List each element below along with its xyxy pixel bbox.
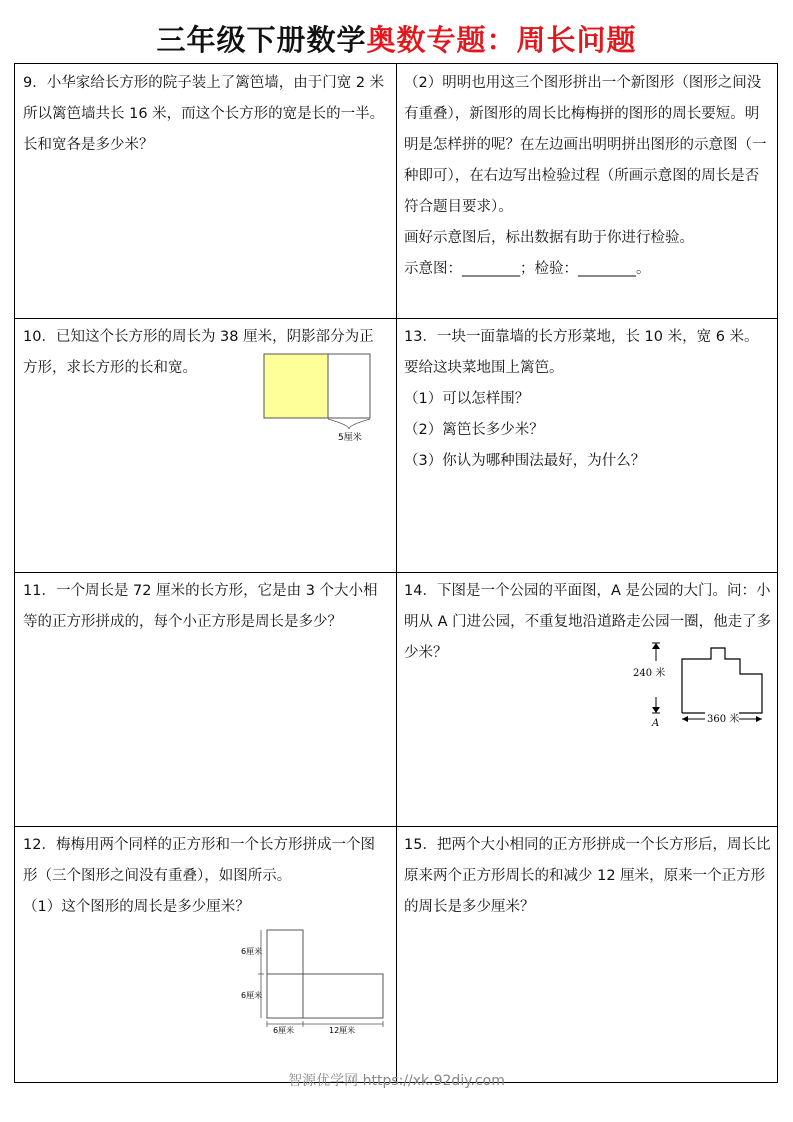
- question-12-label-w1: 6厘米: [273, 1026, 295, 1034]
- row-divider: [15, 826, 777, 827]
- row-divider: [15, 318, 777, 319]
- footer-watermark: 智源优学网 https://xk.92diy.com: [288, 1073, 505, 1089]
- question-12-part2-answer: 示意图：________；检验：________。: [404, 261, 651, 277]
- question-10-width-label: 5厘米: [338, 433, 362, 443]
- question-12-part2: [404, 68, 772, 285]
- arrow-head: [652, 707, 660, 713]
- question-11: [23, 576, 387, 638]
- arrow-head: [756, 716, 762, 722]
- park-outline: [682, 648, 762, 713]
- question-13-sub3: （3）你认为哪种围法最好，为什么？: [404, 453, 646, 469]
- question-12-sub1: （1）这个图形的周长是多少厘米？: [23, 899, 250, 915]
- question-12-text: 12．梅梅用两个同样的正方形和一个长方形拼成一个图形（三个图形之间没有重叠），如图所示。: [23, 837, 375, 884]
- question-11-text: 11．一个周长是 72 厘米的长方形，它是由 3 个大小相等的正方形拼成的，每个小正方形是周长是多少？: [23, 583, 378, 630]
- top-square: [267, 930, 303, 974]
- title-part1: 三年级下册数学: [156, 23, 367, 57]
- question-9-text: 9．小华家给长方形的院子装上了篱笆墙，由于门宽 2 米所以篱笆墙共长 16 米，而这个长方形的宽是长的一半。长和宽各是多少米？: [23, 75, 385, 153]
- bottom-square: [267, 974, 303, 1018]
- arrow-head: [652, 643, 660, 649]
- question-12-label-mid: 6厘米: [241, 991, 263, 1000]
- title-part2: 奥数专题：周长问题: [366, 23, 637, 57]
- long-rectangle: [303, 974, 383, 1018]
- question-12-part2-text: （2）明明也用这三个图形拼出一个新图形（图形之间没有重叠），新图形的周长比梅梅拼的图形的周长要短。明明是怎样拼的呢？在左边画出明明拼出图形的示意图（一种即可），在右边写出检验过程（所画示意图的周长是否符合题目要求）。: [404, 75, 767, 215]
- question-14-text: 14．下图是一个公园的平面图，A 是公园的大门。问：小明从 A 门进公园，不重复地沿道路走公园一圈，他走了多少米？: [404, 583, 772, 661]
- question-12: [23, 830, 387, 923]
- question-13-sub2: （2）篱笆长多少米？: [404, 422, 544, 438]
- question-14-height-label: 240 米: [633, 668, 666, 679]
- question-15-text: 15．把两个大小相同的正方形拼成一个长方形后，周长比原来两个正方形周长的和减少 12 厘米，原来一个正方形的周长是多少厘米？: [404, 837, 771, 915]
- column-divider: [396, 64, 397, 1082]
- question-10-text: 10．已知这个长方形的周长为 38 厘米，阴影部分为正方形，求长方形的长和宽。: [23, 329, 374, 376]
- arrow-head: [682, 716, 688, 722]
- question-grid: [14, 63, 778, 1083]
- question-14-gate-label: A: [652, 718, 660, 729]
- question-10-figure: [261, 351, 381, 443]
- page-title: [0, 18, 793, 62]
- question-12-part2-hint: 画好示意图后，标出数据有助于你进行检验。: [404, 230, 694, 246]
- question-15: [404, 830, 772, 923]
- row-divider: [15, 572, 777, 573]
- question-12-figure: [237, 926, 387, 1034]
- question-14-width-label: 360 米: [707, 714, 740, 725]
- brace-mark: [328, 419, 370, 429]
- question-13-sub1: （1）可以怎样围？: [404, 391, 530, 407]
- question-12-label-w2: 12厘米: [329, 1026, 356, 1034]
- question-13: [404, 322, 772, 477]
- shaded-square: [264, 354, 328, 418]
- question-9: [23, 68, 387, 161]
- question-13-text: 13．一块一面靠墙的长方形菜地，长 10 米，宽 6 米。要给这块菜地围上篱笆。: [404, 329, 759, 376]
- question-12-label-top: 6厘米: [241, 947, 263, 956]
- question-14-park-figure: [621, 639, 771, 731]
- white-rectangle: [328, 354, 370, 418]
